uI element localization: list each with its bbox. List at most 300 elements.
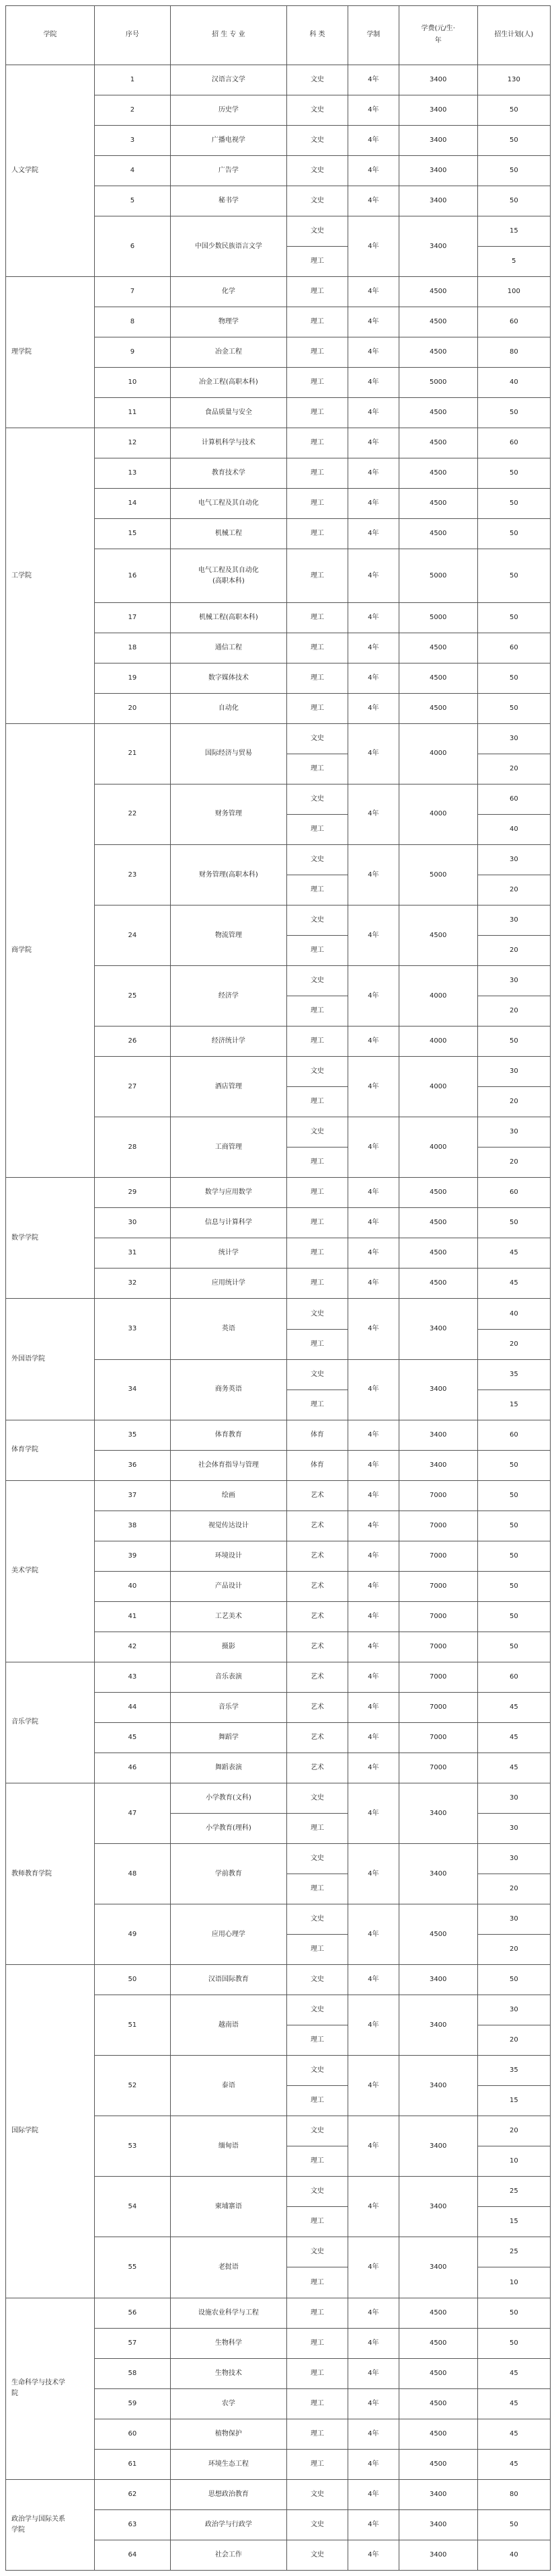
major-name: 商务英语 xyxy=(170,1359,286,1420)
header-seq: 序号 xyxy=(95,6,171,65)
major-name: 数学与应用数学 xyxy=(170,1178,286,1208)
category-cell: 文史 xyxy=(286,1299,348,1329)
category-cell: 理工 xyxy=(286,1148,348,1178)
college-name: 理学院 xyxy=(6,277,95,428)
college-name: 体育学院 xyxy=(6,1420,95,1480)
tuition-cell: 4500 xyxy=(399,2449,477,2479)
seq-cell: 63 xyxy=(95,2509,171,2540)
category-cell: 理工 xyxy=(286,2267,348,2298)
tuition-cell: 3400 xyxy=(399,1844,477,1904)
tuition-cell: 7000 xyxy=(399,1632,477,1662)
tuition-cell: 4000 xyxy=(399,1057,477,1117)
tuition-cell: 5000 xyxy=(399,368,477,398)
major-name: 财务管理(高职本科) xyxy=(170,845,286,905)
category-cell: 艺术 xyxy=(286,1662,348,1692)
quota-cell: 50 xyxy=(477,95,550,125)
college-name xyxy=(6,2479,95,2570)
seq-cell: 58 xyxy=(95,2358,171,2388)
tuition-cell: 4500 xyxy=(399,1178,477,1208)
tuition-cell: 3400 xyxy=(399,216,477,277)
tuition-cell: 5000 xyxy=(399,549,477,602)
major-name: 音乐学 xyxy=(170,1692,286,1722)
tuition-cell: 4500 xyxy=(399,2328,477,2358)
seq-cell: 62 xyxy=(95,2479,171,2509)
seq-cell: 10 xyxy=(95,368,171,398)
duration-cell: 4年 xyxy=(348,1208,399,1238)
seq-cell: 9 xyxy=(95,337,171,368)
duration-cell: 4年 xyxy=(348,2328,399,2358)
tuition-cell: 7000 xyxy=(399,1662,477,1692)
duration-cell: 4年 xyxy=(348,2237,399,2298)
tuition-cell: 4500 xyxy=(399,693,477,723)
category-cell: 理工 xyxy=(286,996,348,1027)
quota-cell: 20 xyxy=(477,2116,550,2146)
category-cell: 文史 xyxy=(286,95,348,125)
major-name: 社会工作 xyxy=(170,2540,286,2570)
major-name-line: (高职本科) xyxy=(212,577,245,585)
college-name: 工学院 xyxy=(6,428,95,724)
college-name: 音乐学院 xyxy=(6,1662,95,1783)
category-cell: 理工 xyxy=(286,814,348,844)
duration-cell: 4年 xyxy=(348,1995,399,2056)
duration-cell: 4年 xyxy=(348,693,399,723)
quota-cell: 30 xyxy=(477,1844,550,1874)
duration-cell: 4年 xyxy=(348,1601,399,1632)
tuition-cell: 3400 xyxy=(399,1965,477,1995)
seq-cell: 2 xyxy=(95,95,171,125)
major-name: 越南语 xyxy=(170,1995,286,2056)
header-quota: 招生计划(人) xyxy=(477,6,550,65)
quota-cell: 80 xyxy=(477,337,550,368)
category-cell: 理工 xyxy=(286,1238,348,1269)
category-cell: 文史 xyxy=(286,1844,348,1874)
category-cell: 理工 xyxy=(286,489,348,519)
college-name-line: 院 xyxy=(11,2390,18,2398)
table-row xyxy=(6,428,551,458)
seq-cell: 26 xyxy=(95,1027,171,1057)
seq-cell: 41 xyxy=(95,1601,171,1632)
quota-cell: 20 xyxy=(477,1087,550,1117)
college-name: 国际学院 xyxy=(6,1965,95,2298)
tuition-cell: 7000 xyxy=(399,1511,477,1541)
major-name: 应用统计学 xyxy=(170,1269,286,1299)
quota-cell: 50 xyxy=(477,693,550,723)
quota-cell: 50 xyxy=(477,1571,550,1601)
category-cell: 文史 xyxy=(286,905,348,936)
major-name-line: 电气工程及其自动化 xyxy=(198,566,259,574)
tuition-cell: 4000 xyxy=(399,1117,477,1178)
seq-cell: 15 xyxy=(95,519,171,549)
tuition-cell: 4500 xyxy=(399,398,477,428)
major-name: 音乐表演 xyxy=(170,1662,286,1692)
tuition-cell: 3400 xyxy=(399,1359,477,1420)
category-cell: 理工 xyxy=(286,663,348,693)
quota-cell: 45 xyxy=(477,2388,550,2419)
duration-cell: 4年 xyxy=(348,1571,399,1601)
category-cell: 理工 xyxy=(286,633,348,663)
seq-cell: 16 xyxy=(95,549,171,602)
quota-cell: 30 xyxy=(477,845,550,875)
quota-cell: 100 xyxy=(477,277,550,307)
category-cell: 文史 xyxy=(286,216,348,247)
quota-cell: 50 xyxy=(477,1480,550,1511)
category-cell: 艺术 xyxy=(286,1541,348,1571)
quota-cell: 35 xyxy=(477,2056,550,2086)
major-name: 自动化 xyxy=(170,693,286,723)
seq-cell: 25 xyxy=(95,966,171,1027)
quota-cell: 40 xyxy=(477,368,550,398)
category-cell: 理工 xyxy=(286,693,348,723)
seq-cell: 64 xyxy=(95,2540,171,2570)
category-cell: 艺术 xyxy=(286,1632,348,1662)
category-cell: 文史 xyxy=(286,1359,348,1390)
category-cell: 理工 xyxy=(286,602,348,633)
seq-cell: 57 xyxy=(95,2328,171,2358)
duration-cell: 4年 xyxy=(348,216,399,277)
major-name: 数字媒体技术 xyxy=(170,663,286,693)
tuition-cell: 3400 xyxy=(399,95,477,125)
category-cell: 理工 xyxy=(286,1027,348,1057)
category-cell: 理工 xyxy=(286,428,348,458)
category-cell: 文史 xyxy=(286,2056,348,2086)
quota-cell: 40 xyxy=(477,1299,550,1329)
duration-cell: 4年 xyxy=(348,633,399,663)
category-cell: 理工 xyxy=(286,1935,348,1965)
duration-cell: 4年 xyxy=(348,368,399,398)
quota-cell: 20 xyxy=(477,2025,550,2056)
quota-cell: 60 xyxy=(477,1420,550,1450)
duration-cell: 4年 xyxy=(348,2116,399,2177)
college-name: 教师教育学院 xyxy=(6,1783,95,1964)
category-cell: 理工 xyxy=(286,2146,348,2177)
seq-cell: 12 xyxy=(95,428,171,458)
duration-cell: 4年 xyxy=(348,65,399,95)
seq-cell: 59 xyxy=(95,2388,171,2419)
quota-cell: 35 xyxy=(477,1359,550,1390)
table-row xyxy=(6,2479,551,2509)
quota-cell: 50 xyxy=(477,1601,550,1632)
quota-cell: 50 xyxy=(477,1965,550,1995)
quota-cell: 45 xyxy=(477,2419,550,2449)
major-name: 汉语国际教育 xyxy=(170,1965,286,1995)
tuition-cell: 3400 xyxy=(399,1420,477,1450)
category-cell: 文史 xyxy=(286,65,348,95)
major-name: 冶金工程 xyxy=(170,337,286,368)
duration-cell: 4年 xyxy=(348,1904,399,1965)
duration-cell: 4年 xyxy=(348,458,399,489)
category-cell: 文史 xyxy=(286,2177,348,2207)
duration-cell: 4年 xyxy=(348,398,399,428)
duration-cell: 4年 xyxy=(348,337,399,368)
category-cell: 理工 xyxy=(286,368,348,398)
major-name: 生物科学 xyxy=(170,2328,286,2358)
seq-cell: 51 xyxy=(95,1995,171,2056)
college-name: 人文学院 xyxy=(6,65,95,276)
category-cell: 文史 xyxy=(286,186,348,216)
seq-cell: 23 xyxy=(95,845,171,905)
seq-cell: 39 xyxy=(95,1541,171,1571)
seq-cell: 34 xyxy=(95,1359,171,1420)
quota-cell: 50 xyxy=(477,186,550,216)
seq-cell: 32 xyxy=(95,1269,171,1299)
quota-cell: 50 xyxy=(477,549,550,602)
seq-cell: 21 xyxy=(95,723,171,784)
seq-cell: 44 xyxy=(95,1692,171,1722)
seq-cell: 50 xyxy=(95,1965,171,1995)
quota-cell: 15 xyxy=(477,2207,550,2237)
quota-cell: 50 xyxy=(477,1541,550,1571)
duration-cell: 4年 xyxy=(348,1753,399,1783)
table-row xyxy=(6,723,551,754)
quota-cell: 20 xyxy=(477,1148,550,1178)
tuition-cell: 3400 xyxy=(399,1450,477,1480)
header-row xyxy=(6,6,551,65)
tuition-cell: 3400 xyxy=(399,186,477,216)
table-row xyxy=(6,1783,551,1813)
duration-cell: 4年 xyxy=(348,1299,399,1359)
seq-cell: 13 xyxy=(95,458,171,489)
quota-cell: 40 xyxy=(477,2540,550,2570)
seq-cell: 36 xyxy=(95,1450,171,1480)
quota-cell: 25 xyxy=(477,2177,550,2207)
duration-cell: 4年 xyxy=(348,1965,399,1995)
tuition-cell: 7000 xyxy=(399,1722,477,1753)
quota-cell: 50 xyxy=(477,125,550,155)
table-row xyxy=(6,65,551,95)
quota-cell: 5 xyxy=(477,247,550,277)
quota-cell: 50 xyxy=(477,398,550,428)
quota-cell: 50 xyxy=(477,663,550,693)
quota-cell: 60 xyxy=(477,307,550,337)
quota-cell: 60 xyxy=(477,1178,550,1208)
major-name: 汉语言文学 xyxy=(170,65,286,95)
quota-cell: 30 xyxy=(477,1117,550,1148)
quota-cell: 80 xyxy=(477,2479,550,2509)
category-cell: 文史 xyxy=(286,1904,348,1935)
category-cell: 文史 xyxy=(286,2540,348,2570)
quota-cell: 50 xyxy=(477,2298,550,2328)
major-name: 植物保护 xyxy=(170,2419,286,2449)
category-cell: 艺术 xyxy=(286,1692,348,1722)
duration-cell: 4年 xyxy=(348,1480,399,1511)
duration-cell: 4年 xyxy=(348,489,399,519)
table-row xyxy=(6,1420,551,1450)
tuition-cell: 4500 xyxy=(399,633,477,663)
major-name: 食品质量与安全 xyxy=(170,398,286,428)
quota-cell: 30 xyxy=(477,1057,550,1087)
quota-cell: 50 xyxy=(477,2328,550,2358)
tuition-cell: 3400 xyxy=(399,2540,477,2570)
tuition-cell: 4500 xyxy=(399,663,477,693)
tuition-cell: 3400 xyxy=(399,65,477,95)
tuition-cell: 4000 xyxy=(399,966,477,1027)
category-cell: 理工 xyxy=(286,1208,348,1238)
seq-cell: 14 xyxy=(95,489,171,519)
seq-cell: 38 xyxy=(95,1511,171,1541)
seq-cell: 6 xyxy=(95,216,171,277)
duration-cell: 4年 xyxy=(348,2419,399,2449)
major-name: 小学教育(文科) xyxy=(170,1783,286,1813)
category-cell: 文史 xyxy=(286,156,348,186)
major-name: 计算机科学与技术 xyxy=(170,428,286,458)
header-category: 科 类 xyxy=(286,6,348,65)
duration-cell: 4年 xyxy=(348,125,399,155)
major-name: 设施农业科学与工程 xyxy=(170,2298,286,2328)
seq-cell: 46 xyxy=(95,1753,171,1783)
quota-cell: 60 xyxy=(477,1662,550,1692)
major-name: 物流管理 xyxy=(170,905,286,966)
tuition-cell: 4500 xyxy=(399,2419,477,2449)
category-cell: 理工 xyxy=(286,1087,348,1117)
tuition-cell: 7000 xyxy=(399,1480,477,1511)
quota-cell: 45 xyxy=(477,1692,550,1722)
category-cell: 理工 xyxy=(286,875,348,905)
category-cell: 艺术 xyxy=(286,1480,348,1511)
category-cell: 文史 xyxy=(286,784,348,814)
college-name-line: 政治学与国际关系 xyxy=(11,2515,65,2523)
seq-cell: 18 xyxy=(95,633,171,663)
quota-cell: 45 xyxy=(477,2358,550,2388)
seq-cell: 27 xyxy=(95,1057,171,1117)
seq-cell: 47 xyxy=(95,1783,171,1843)
tuition-cell: 3400 xyxy=(399,1995,477,2056)
tuition-cell: 3400 xyxy=(399,2479,477,2509)
tuition-cell: 4500 xyxy=(399,458,477,489)
duration-cell: 4年 xyxy=(348,1632,399,1662)
duration-cell: 4年 xyxy=(348,2479,399,2509)
major-name: 工商管理 xyxy=(170,1117,286,1178)
enrollment-plan-table xyxy=(5,5,551,2571)
seq-cell: 19 xyxy=(95,663,171,693)
category-cell: 文史 xyxy=(286,2509,348,2540)
major-name: 绘画 xyxy=(170,1480,286,1511)
major-name: 经济学 xyxy=(170,966,286,1027)
quota-cell: 20 xyxy=(477,1874,550,1904)
tuition-cell: 7000 xyxy=(399,1541,477,1571)
tuition-cell: 7000 xyxy=(399,1601,477,1632)
college-name: 商学院 xyxy=(6,723,95,1177)
table-row xyxy=(6,277,551,307)
category-cell: 理工 xyxy=(286,1814,348,1844)
duration-cell: 4年 xyxy=(348,2056,399,2116)
category-cell: 体育 xyxy=(286,1450,348,1480)
major-name: 环境设计 xyxy=(170,1541,286,1571)
duration-cell: 4年 xyxy=(348,2449,399,2479)
major-name: 视觉传达设计 xyxy=(170,1511,286,1541)
tuition-cell: 4000 xyxy=(399,784,477,844)
seq-cell: 54 xyxy=(95,2177,171,2237)
duration-cell: 4年 xyxy=(348,2509,399,2540)
category-cell: 艺术 xyxy=(286,1722,348,1753)
tuition-cell: 4500 xyxy=(399,277,477,307)
major-name: 广告学 xyxy=(170,156,286,186)
quota-cell: 30 xyxy=(477,1814,550,1844)
college-name-line: 生命科学与技术学 xyxy=(11,2379,65,2387)
duration-cell: 4年 xyxy=(348,1057,399,1117)
seq-cell: 7 xyxy=(95,277,171,307)
tuition-cell: 4500 xyxy=(399,2298,477,2328)
tuition-cell: 3400 xyxy=(399,2116,477,2177)
major-name: 学前教育 xyxy=(170,1844,286,1904)
quota-cell: 45 xyxy=(477,1238,550,1269)
quota-cell: 50 xyxy=(477,1632,550,1662)
quota-cell: 50 xyxy=(477,1208,550,1238)
category-cell: 理工 xyxy=(286,754,348,784)
duration-cell: 4年 xyxy=(348,1511,399,1541)
quota-cell: 45 xyxy=(477,1722,550,1753)
quota-cell: 60 xyxy=(477,428,550,458)
duration-cell: 4年 xyxy=(348,2388,399,2419)
college-name: 数学学院 xyxy=(6,1178,95,1299)
category-cell: 理工 xyxy=(286,277,348,307)
major-name: 老挝语 xyxy=(170,2237,286,2298)
major-name: 小学教育(理科) xyxy=(170,1814,286,1844)
seq-cell: 35 xyxy=(95,1420,171,1450)
major-name: 冶金工程(高职本科) xyxy=(170,368,286,398)
quota-cell: 30 xyxy=(477,1995,550,2025)
tuition-cell: 4500 xyxy=(399,2358,477,2388)
major-name: 历史学 xyxy=(170,95,286,125)
seq-cell: 52 xyxy=(95,2056,171,2116)
category-cell: 理工 xyxy=(286,1874,348,1904)
duration-cell: 4年 xyxy=(348,156,399,186)
major-name: 广播电视学 xyxy=(170,125,286,155)
major-name: 思想政治教育 xyxy=(170,2479,286,2509)
seq-cell: 29 xyxy=(95,1178,171,1208)
major-name: 体育教育 xyxy=(170,1420,286,1450)
quota-cell: 50 xyxy=(477,1511,550,1541)
seq-cell: 55 xyxy=(95,2237,171,2298)
quota-cell: 15 xyxy=(477,1390,550,1420)
major-name: 农学 xyxy=(170,2388,286,2419)
header-major: 招 生 专 业 xyxy=(170,6,286,65)
table-row xyxy=(6,1178,551,1208)
category-cell: 理工 xyxy=(286,1390,348,1420)
quota-cell: 45 xyxy=(477,1753,550,1783)
quota-cell: 20 xyxy=(477,936,550,966)
duration-cell: 4年 xyxy=(348,1844,399,1904)
major-name: 社会体育指导与管理 xyxy=(170,1450,286,1480)
tuition-cell: 4500 xyxy=(399,2388,477,2419)
seq-cell: 17 xyxy=(95,602,171,633)
major-name: 机械工程 xyxy=(170,519,286,549)
table-row xyxy=(6,1299,551,1329)
seq-cell: 4 xyxy=(95,156,171,186)
seq-cell: 5 xyxy=(95,186,171,216)
quota-cell: 40 xyxy=(477,814,550,844)
category-cell: 理工 xyxy=(286,2449,348,2479)
seq-cell: 61 xyxy=(95,2449,171,2479)
quota-cell: 60 xyxy=(477,633,550,663)
seq-cell: 37 xyxy=(95,1480,171,1511)
category-cell: 理工 xyxy=(286,1178,348,1208)
category-cell: 文史 xyxy=(286,845,348,875)
category-cell: 理工 xyxy=(286,1269,348,1299)
seq-cell: 31 xyxy=(95,1238,171,1269)
major-name: 中国少数民族语言文学 xyxy=(170,216,286,277)
quota-cell: 30 xyxy=(477,723,550,754)
seq-cell: 49 xyxy=(95,1904,171,1965)
duration-cell: 4年 xyxy=(348,549,399,602)
tuition-cell: 4500 xyxy=(399,489,477,519)
major-name xyxy=(170,549,286,602)
quota-cell: 15 xyxy=(477,216,550,247)
category-cell: 文史 xyxy=(286,2116,348,2146)
category-cell: 体育 xyxy=(286,1420,348,1450)
tuition-cell: 3400 xyxy=(399,2177,477,2237)
quota-cell: 30 xyxy=(477,966,550,996)
quota-cell: 30 xyxy=(477,905,550,936)
